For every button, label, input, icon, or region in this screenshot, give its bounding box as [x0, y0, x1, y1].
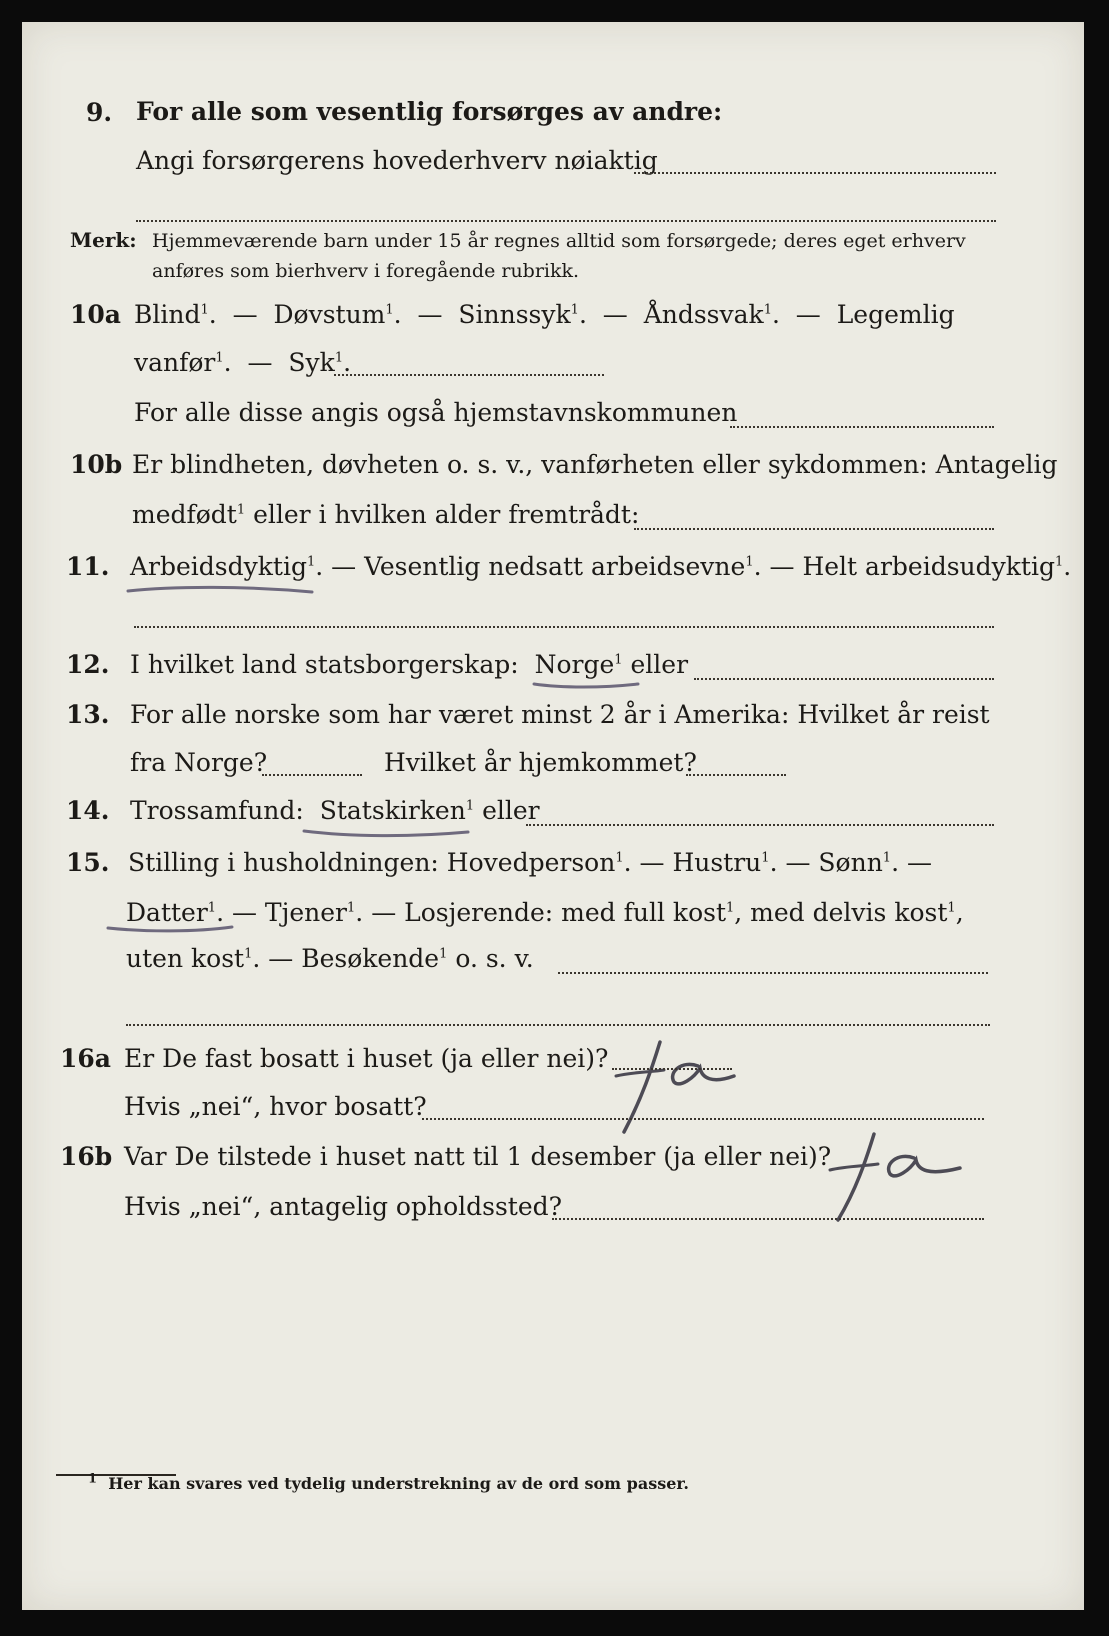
option-andssvak[interactable]: Åndssvak [643, 300, 764, 329]
option-syk[interactable]: Syk [288, 348, 335, 377]
q12-number: 12. [66, 650, 110, 679]
option-udyktig[interactable]: — Helt arbeidsudyktig [769, 552, 1055, 581]
q16b-question: Var De tilstede i huset natt til 1 desember (ja eller nei)? [124, 1142, 832, 1171]
option-legemlig[interactable]: Legemlig [836, 300, 955, 329]
q15-line-2: Datter$^1$. — Tjener$^1$. — Losjerende: med full kost$^1$, med delvis kost$^1$, [126, 898, 964, 927]
option-tjener[interactable]: — Tjener [231, 898, 347, 927]
option-vanfor[interactable]: vanfør [134, 348, 216, 377]
q13-number: 13. [66, 700, 110, 729]
q16a-handwritten-answer [602, 1038, 742, 1138]
q15-answer-line-2[interactable] [126, 1024, 990, 1026]
merk-line-2: anføres som bierhverv i foregående rubrikk. [152, 260, 580, 282]
option-delvis-kost[interactable]: , med delvis kost [734, 898, 948, 927]
q12-line: I hvilket land statsborgerskap: Norge$^1$ eller [130, 650, 689, 679]
q16b-followup: Hvis „nei“, antagelig opholdssted? [124, 1192, 563, 1221]
option-uten-kost[interactable]: uten kost [126, 944, 245, 973]
q14-line: Trossamfund: Statskirken$^1$ eller [130, 796, 540, 825]
q16b-handwritten-answer [812, 1128, 972, 1228]
datter-underline-mark [106, 922, 236, 936]
q11-number: 11. [66, 552, 110, 581]
q10a-syk-line[interactable] [334, 374, 604, 376]
q16a-followup-line[interactable] [422, 1118, 984, 1120]
arbeidsdyktig-underline-mark [126, 582, 316, 596]
q16a-number: 16a [60, 1044, 111, 1073]
q13-hjemkommet-line[interactable] [686, 774, 786, 776]
option-medfodt[interactable]: medfødt [132, 500, 237, 529]
q11-answer-line[interactable] [134, 626, 994, 628]
q9-number: 9. [86, 98, 113, 127]
q13-line-1: For alle norske som har været minst 2 år i Amerika: Hvilket år reist [130, 700, 990, 729]
option-hustru[interactable]: — Hustru [639, 848, 762, 877]
option-norge[interactable]: Norge [534, 650, 615, 679]
q9-question: Angi forsørgerens hovederhverv nøiaktig [136, 146, 658, 175]
q10b-line-1: Er blindheten, døvheten o. s. v., vanførheten eller sykdommen: Antagelig [132, 450, 1058, 479]
q12-answer-line[interactable] [694, 678, 994, 680]
q9-answer-line[interactable] [634, 172, 996, 174]
footnote: $^1$ Her kan svares ved tydelig understrekning av de ord som passer. [88, 1471, 689, 1493]
q9-answer-line-2[interactable] [136, 220, 996, 222]
q14-answer-line[interactable] [526, 824, 994, 826]
q14-number: 14. [66, 796, 110, 825]
q15-line-3: uten kost$^1$. — Besøkende$^1$ o. s. v. [126, 944, 534, 973]
q13-reist-line[interactable] [262, 774, 362, 776]
q15-answer-line[interactable] [558, 972, 988, 974]
option-blind[interactable]: Blind [134, 300, 201, 329]
norge-underline-mark [532, 678, 642, 692]
q10a-line-2: vanfør$^1$. — Syk$^1$. [134, 348, 352, 377]
statskirken-underline-mark [302, 826, 472, 840]
option-datter[interactable]: Datter [126, 898, 208, 927]
q16b-number: 16b [60, 1142, 113, 1171]
q13-reist-label: fra Norge? [130, 748, 268, 777]
q15-number: 15. [66, 848, 110, 877]
option-hovedperson[interactable]: Stilling i husholdningen: Hovedperson [128, 848, 616, 877]
option-sinnssyk[interactable]: Sinnssyk [458, 300, 571, 329]
q10b-answer-line[interactable] [634, 528, 994, 530]
q9-heading: For alle som vesentlig forsørges av andre: [136, 97, 723, 126]
q11-line: Arbeidsdyktig$^1$. — Vesentlig nedsatt arbeidsevne$^1$. — Helt arbeidsudyktig$^1$. [130, 552, 1072, 581]
merk-line-1: Hjemmeværende barn under 15 år regnes alltid som forsørgede; deres eget erhverv [152, 230, 966, 252]
q16a-answer-line[interactable] [612, 1068, 732, 1070]
q16b-followup-line[interactable] [552, 1218, 984, 1220]
q10a-line-3: For alle disse angis også hjemstavnskommunen [134, 398, 738, 427]
option-sonn[interactable]: — Sønn [785, 848, 883, 877]
q10b-line-2: medfødt$^1$ eller i hvilken alder fremtrådt: [132, 500, 640, 529]
option-arbeidsdyktig[interactable]: Arbeidsdyktig [130, 552, 307, 581]
q13-hjemkommet-label: Hvilket år hjemkommet? [384, 748, 697, 777]
option-nedsatt[interactable]: — Vesentlig nedsatt arbeidsevne [331, 552, 746, 581]
option-dovstum[interactable]: Døvstum [273, 300, 386, 329]
q10a-number: 10a [70, 300, 121, 329]
merk-label: Merk: [70, 228, 137, 252]
option-statskirken[interactable]: Statskirken [319, 796, 466, 825]
option-besokende[interactable]: — Besøkende [268, 944, 440, 973]
option-full-kost[interactable]: — Losjerende: med full kost [371, 898, 726, 927]
q16a-followup: Hvis „nei“, hvor bosatt? [124, 1092, 427, 1121]
q10b-number: 10b [70, 450, 123, 479]
q16a-question: Er De fast bosatt i huset (ja eller nei)? [124, 1044, 609, 1073]
census-form-page [22, 22, 1084, 1610]
q10a-line-1: Blind$^1$. — Døvstum$^1$. — Sinnssyk$^1$. — Åndssvak$^1$. — Legemlig [134, 300, 955, 329]
q10a-hjemstavn-line[interactable] [730, 426, 994, 428]
q15-line-1: Stilling i husholdningen: Hovedperson$^1$. — Hustru$^1$. — Sønn$^1$. — [128, 848, 932, 877]
